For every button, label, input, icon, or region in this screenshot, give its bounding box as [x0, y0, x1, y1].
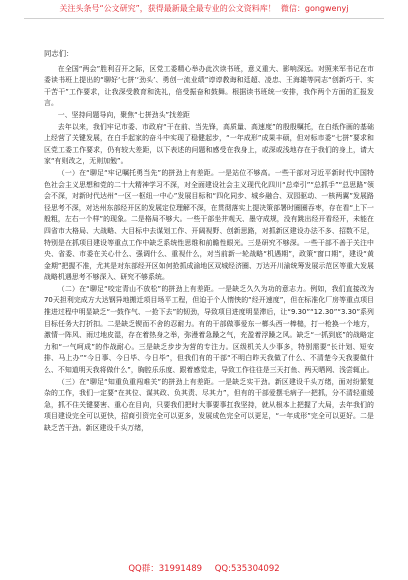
section-heading: 一、坚持问题导向，聚焦“七拼劲头”找差距 — [57, 110, 190, 119]
header-promo-text — [0, 4, 408, 14]
paragraph-point-1: （一）在“聊足“牢记嘱托勇当先”的拼劲上有差距。一是站位不够高。一些干部对习近平新时代中国特色社会主义思想和党的二十大精神学习不深，对全面建设社会主义现代化四川“总牵引”“总抓手”“总思路”领会不深，对新时代达州“一区一枢纽一中心”发展目标和“四化同步、城乡融合、双园驱动、一核两翼”发展路径思考不深，对达州东部经开区的发展定位理解不深，在贯彻落实上提决策部署时圈圈吞枣，存在看“上下一般粗，左右一个样”的现象。二是格局不够大。一些干部坐井观天、墨守成规，没有跳出经开看经开，未能在四省市大格局、大战略、大目标中去谋划工作、开阔视野、创新思路，对抓新区建设办法不多、招数不足，特别是在抓项目建设等重点工作中缺乏系统性思维和前瞻性眼光。三是研究不够深。一些干部不善于关注中央、省委、市委在关心什么、强调什么、重视什么，对当前新一轮战略“机遇期”，政策“窗口期”，建设“黄金期”把握不准，尤其是对东部经开区如何抢抓成渝地区双城经济圈、万达开川渝统筹发展示范区等重大发展战略机遇思考不够深入、研究不够系统。 — [44, 168, 374, 282]
paragraph-point-2: （二）在“聊足“咬定青山不放松”的拼劲上有差距。一是缺乏久久为功的意志力。例如，我们直接改为70天担利完成方大达钢异地搬迁项目场平工程，但迫于个人惰怏的“经开速度”，但在标准化厂房等重点项目推进过程中明显缺乏“一鼓作气、一抢下去”的韧劲，导致项目进度明显滞后，让“9.30”“12.30”“3.30”系列目标任务大打折扣。二是缺乏锲而不舍的忍耐力。有的干部做事爱东一榔头西一棒槌，打一枪换一个地方，激情一阵风、雨过地皮湿，存在着热身之举，弥漫着急躁之气，充盈着浮躁之风。缺乏“一抓到底”的战略定力和“一气呵成”的作战耐心。三是缺乏步步为营的专注力。区级机关人少事多，特别需要“长计划、短安排、马上办”“今日事、今日毕、今日毕”，但我们有的干部“不明白昨天我做了什么、不清楚今天我要做什么、不知道明天我将做什么”，胸腔乐乐度、跟着感觉走，导致工作往往是三天打鱼、两天晒网、浅尝辄止。 — [44, 284, 374, 375]
salutation: 同志们： — [44, 49, 74, 58]
header-promo-line: 关注头条号“公文研究”，获得最新最全最专业的公文资料库！ — [59, 4, 276, 13]
page-header — [0, 4, 408, 19]
header-wechat: 微信：gongwenyj — [280, 4, 349, 13]
paragraph-intro: 在全国“两会”胜利召开之际，区党工委精心举办此次读书班，意义重大、影响深远。对照来军书记在市委读书班上提出的“聊好‘七拼’‘劲头’、勇创一流业绩”谆谆教诲和廷超、凌忠、王海雄等同志“创新巧干、实干苦干”工作要求，让我深受教育和洗礼，倍受振奋和鼓舞。根据读书班统一安排，我作两个方面的汇报发言。 — [44, 64, 374, 108]
paragraph-overview: 去年以来，我们牢记市委、市政府“干在前、当先锋，高质量、高速度”的殷殷嘱托，在白纸作画的基础上经营了关键发展，在白手起家的奋斗中实现了稳健起步，“一年成形”成果丰硕，但对标市委“七拼”要求和区党工委工作要求，仍有较大差距，以下表述的问题和感受在我身上，或深或浅地存在于我们的身上，请大家“有则改之，无则加勉”。 — [44, 122, 374, 166]
footer-qq-number: QQ:535304092 — [214, 564, 280, 574]
document-body — [44, 48, 374, 435]
page-footer — [0, 562, 408, 574]
header-divider — [24, 18, 384, 19]
footer-qq-group: QQ群：31991489 — [128, 564, 203, 574]
paragraph-point-3: （三）在“聊足“知重负重闯难关”的拼劲上有差距。一是缺乏实干劲。新区建设千头万绪，面对纷繁复杂的工作，我们一定要“在其位、谋其政、负其责、尽其力”，但有的干部爱摆毛病子一把抓，分不清轻重缓急，抓不住关键要害、重心在目向，只要我们把时大事要事扛我坚持，就从根本上把握了大局，去年我们的项目建设完全可以更快，招商引资完全可以更多，发展成色完全可以更足，“一年成形”完全可以更好。二是缺乏苦干劲。新区建设千头万绪， — [44, 377, 374, 432]
